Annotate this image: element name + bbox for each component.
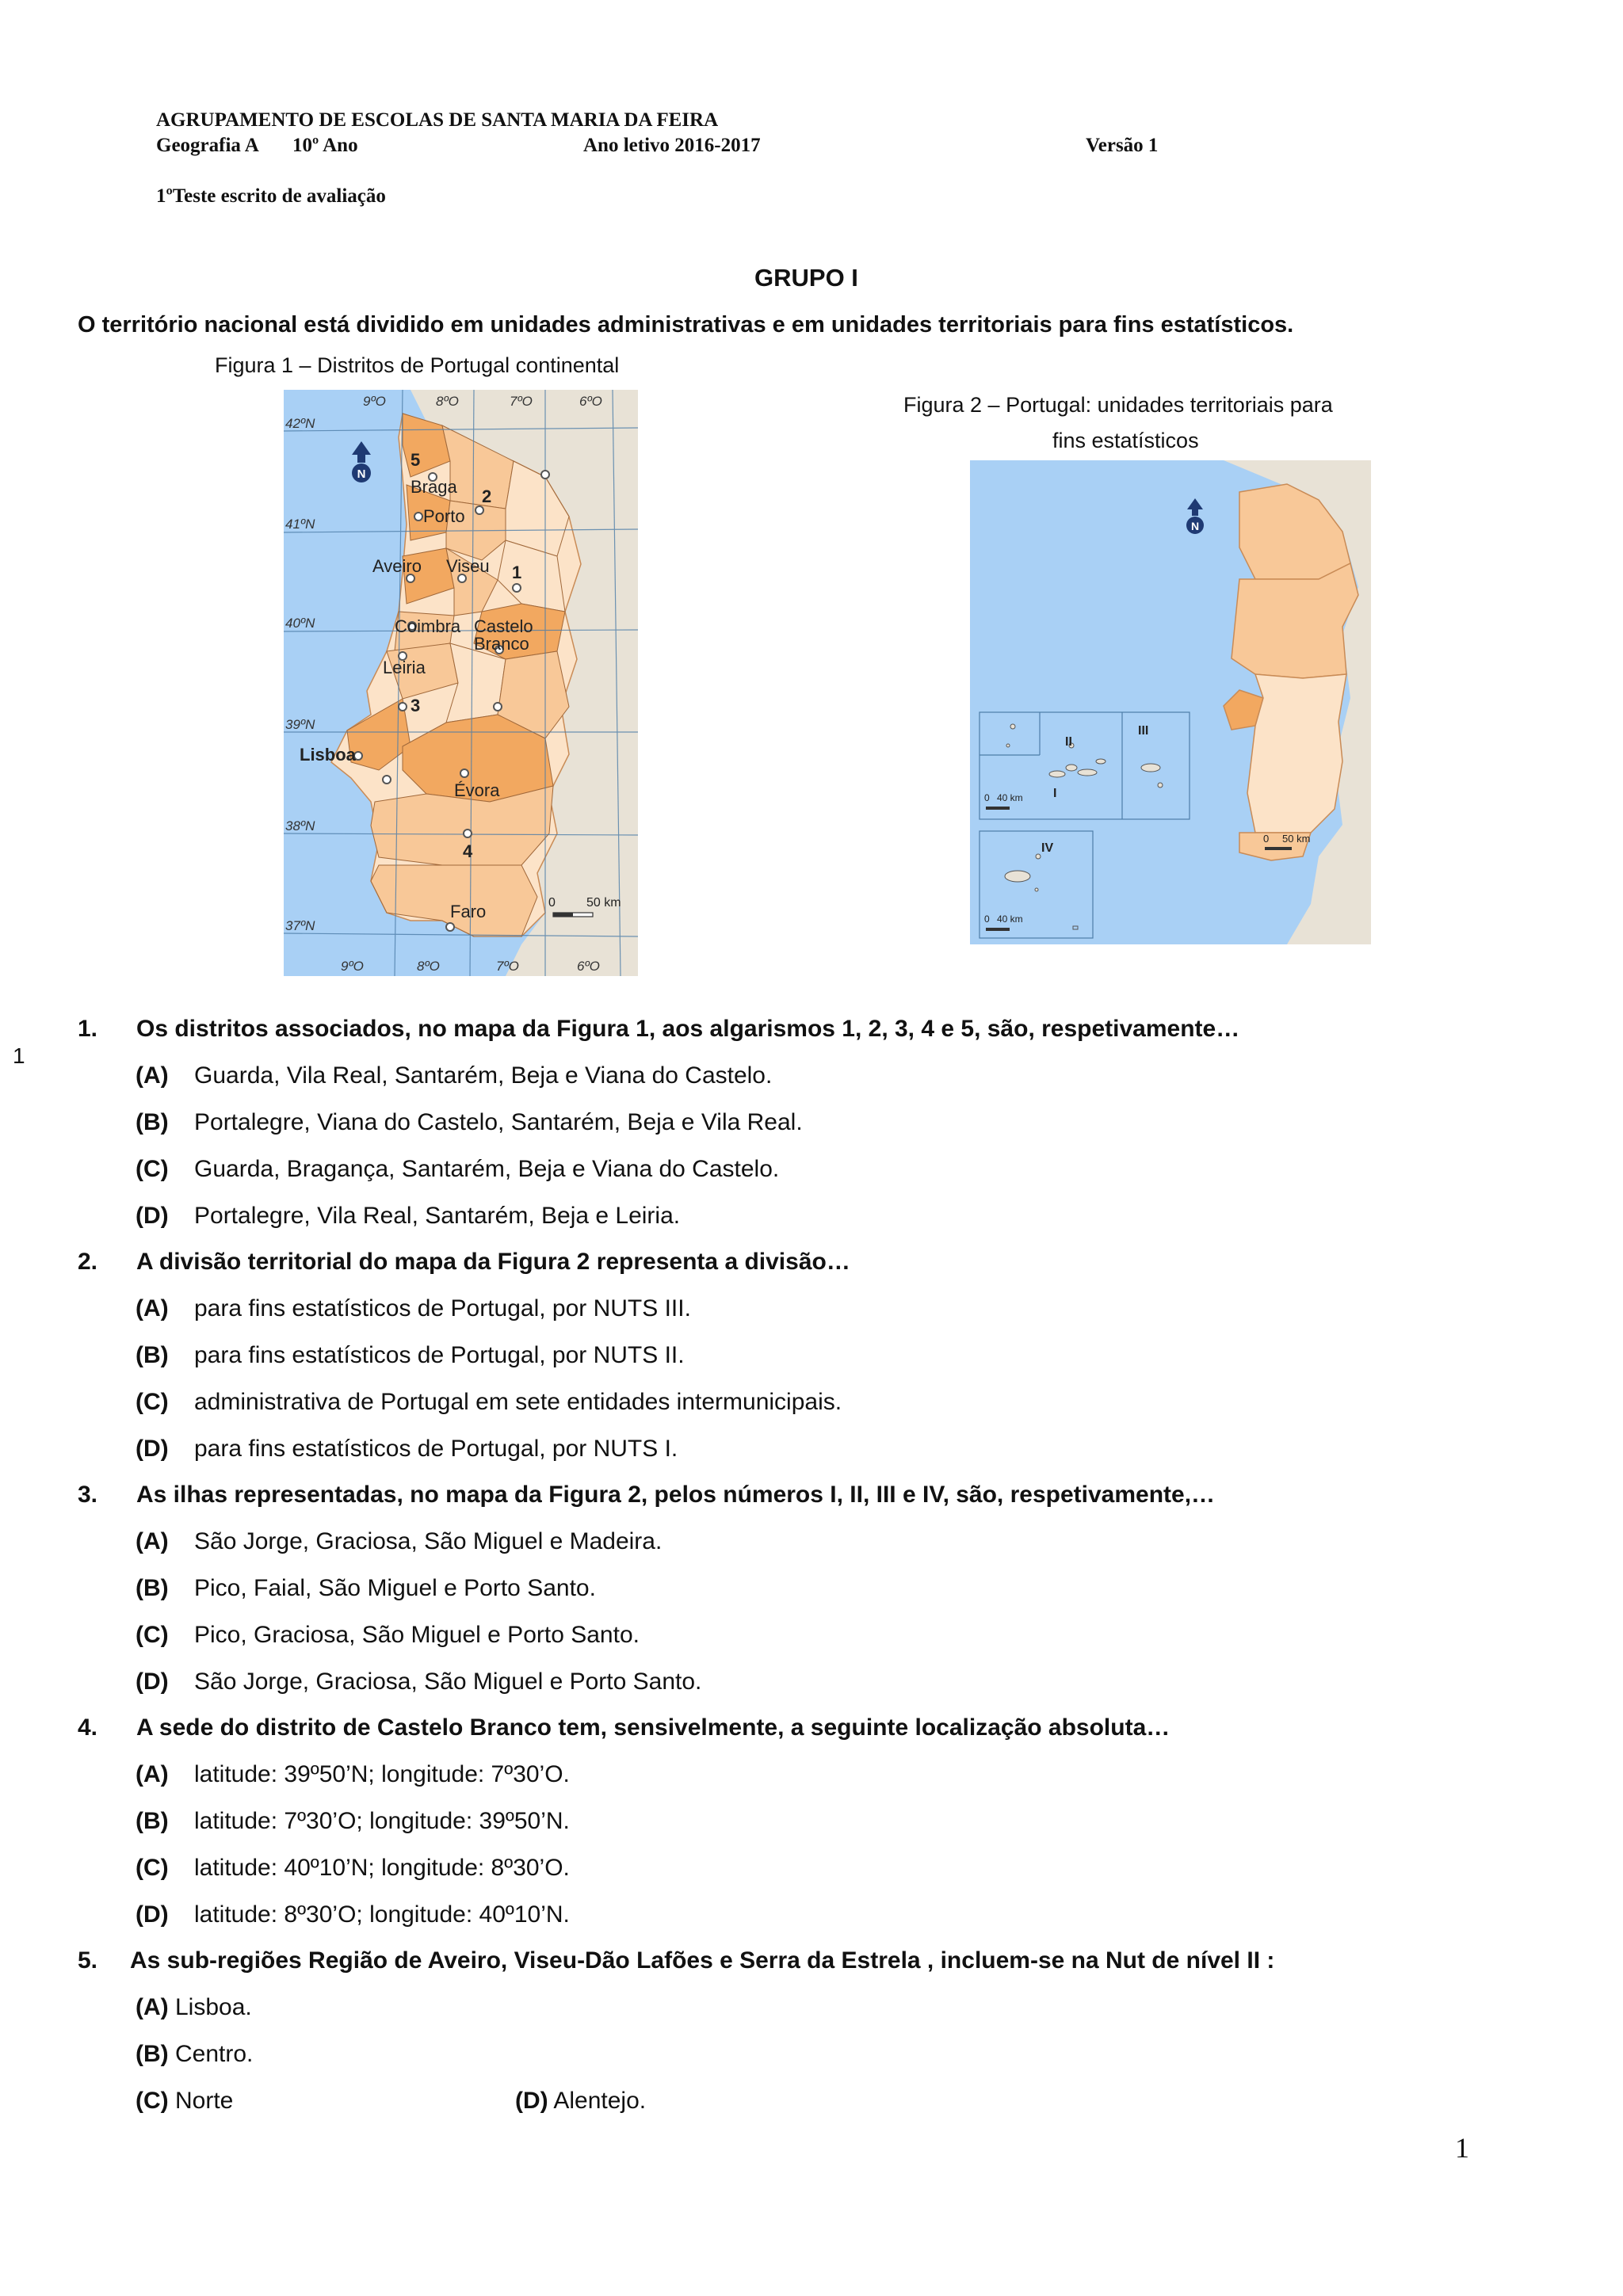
svg-text:40 km: 40 km bbox=[997, 913, 1023, 925]
lat-label: 40ºN bbox=[285, 616, 315, 631]
side-mark: 1 bbox=[13, 1043, 25, 1068]
option-letter: (A) bbox=[136, 1062, 169, 1089]
city-label: Coimbra bbox=[395, 616, 461, 636]
option-text: Portalegre, Viana do Castelo, Santarém, Beja e Vila Real. bbox=[194, 1109, 803, 1135]
svg-text:0: 0 bbox=[984, 913, 990, 925]
city-label: Braga bbox=[411, 477, 457, 497]
option-letter: (D) bbox=[136, 1669, 169, 1695]
option-letter: (D) bbox=[136, 1436, 169, 1462]
option-letter: (C) bbox=[136, 1389, 169, 1415]
option-text: Centro. bbox=[175, 2041, 254, 2067]
option-text: para fins estatísticos de Portugal, por NUTS I. bbox=[194, 1436, 678, 1462]
svg-text:0: 0 bbox=[1263, 833, 1270, 845]
city-label: Leiria bbox=[383, 658, 426, 677]
option-text: latitude: 40º10’N; longitude: 8º30’O. bbox=[194, 1855, 570, 1881]
question-text: A sede do distrito de Castelo Branco tem, sensivelmente, a seguinte localização absoluta… bbox=[136, 1714, 1170, 1741]
option-letter: (D) bbox=[136, 1203, 169, 1229]
page-number: 1 bbox=[1455, 2132, 1469, 2164]
question-text: A divisão territorial do mapa da Figura 2 representa a divisão… bbox=[136, 1249, 850, 1275]
figure1-caption: Figura 1 – Distritos de Portugal continental bbox=[215, 353, 620, 377]
district-number: 1 bbox=[512, 563, 522, 582]
option-letter: (B) bbox=[136, 1575, 169, 1601]
question-text: As ilhas representadas, no mapa da Figura 2, pelos números I, II, III e IV, são, respetivamente,… bbox=[136, 1482, 1216, 1508]
subject: Geografia A bbox=[156, 135, 259, 156]
madeira-inset bbox=[980, 831, 1093, 938]
option-letter: (D) bbox=[136, 1901, 169, 1928]
option-b[interactable] bbox=[136, 2041, 253, 2068]
option-text: Alentejo. bbox=[553, 2088, 647, 2114]
district-number: 2 bbox=[482, 486, 492, 506]
option-text: Pico, Graciosa, São Miguel e Porto Santo. bbox=[194, 1622, 640, 1648]
city-label: Branco bbox=[474, 634, 529, 654]
lon-label: 6ºO bbox=[579, 394, 602, 409]
option-letter: (C) bbox=[136, 2088, 169, 2114]
option-letter: (C) bbox=[136, 1156, 169, 1182]
svg-text:N: N bbox=[357, 467, 366, 481]
district-number: 4 bbox=[463, 841, 473, 861]
lon-label: 9ºO bbox=[363, 394, 386, 409]
option-text: Guarda, Bragança, Santarém, Beja e Viana do Castelo. bbox=[194, 1156, 780, 1182]
option-letter: (C) bbox=[136, 1622, 169, 1648]
azores-inset bbox=[980, 712, 1190, 819]
grade: 10º Ano bbox=[292, 135, 358, 156]
option-letter: (A) bbox=[136, 1761, 169, 1787]
option-letter: (B) bbox=[136, 2041, 169, 2067]
lon-label: 6ºO bbox=[577, 959, 600, 974]
option-letter: (D) bbox=[515, 2088, 548, 2114]
city-label: Aveiro bbox=[372, 556, 422, 576]
option-d[interactable] bbox=[515, 2088, 646, 2115]
version: Versão 1 bbox=[1086, 135, 1159, 156]
svg-text:50 km: 50 km bbox=[1282, 833, 1311, 845]
option-text: Pico, Faial, São Miguel e Porto Santo. bbox=[194, 1575, 596, 1601]
lon-label: 7ºO bbox=[496, 959, 519, 974]
figure1-map bbox=[284, 390, 638, 976]
option-text: Guarda, Vila Real, Santarém, Beja e Viana do Castelo. bbox=[194, 1062, 773, 1089]
question-text: Os distritos associados, no mapa da Figura 1, aos algarismos 1, 2, 3, 4 e 5, são, respetivamente… bbox=[136, 1016, 1240, 1042]
option-letter: (C) bbox=[136, 1855, 169, 1881]
city-label: Porto bbox=[423, 506, 465, 526]
option-text: latitude: 39º50’N; longitude: 7º30’O. bbox=[194, 1761, 570, 1787]
svg-text:40 km: 40 km bbox=[997, 792, 1023, 803]
option-text: latitude: 7º30’O; longitude: 39º50’N. bbox=[194, 1808, 570, 1834]
lat-label: 37ºN bbox=[285, 918, 315, 933]
island-label: II bbox=[1065, 735, 1072, 749]
question-number: 4. bbox=[78, 1714, 98, 1741]
group-title: GRUPO I bbox=[754, 264, 858, 292]
lat-label: 42ºN bbox=[285, 416, 315, 431]
lon-label: 9ºO bbox=[341, 959, 364, 974]
option-text: para fins estatísticos de Portugal, por NUTS II. bbox=[194, 1342, 685, 1368]
lon-label: 8ºO bbox=[436, 394, 459, 409]
district-number: 5 bbox=[411, 450, 421, 470]
figure2-caption-line1: Figura 2 – Portugal: unidades territoriais para bbox=[903, 393, 1333, 417]
intro-text: O território nacional está dividido em unidades administrativas e em unidades territoriais para fins estatísticos. bbox=[78, 312, 1294, 338]
city-label: Évora bbox=[454, 780, 500, 800]
figure2-caption-line2: fins estatísticos bbox=[1052, 429, 1199, 452]
lat-label: 39ºN bbox=[285, 717, 315, 732]
city-label: Castelo bbox=[474, 616, 533, 636]
option-text: São Jorge, Graciosa, São Miguel e Madeira. bbox=[194, 1528, 663, 1554]
question-text: As sub-regiões Região de Aveiro, Viseu-Dão Lafões e Serra da Estrela , incluem-se na Nut de nível II : bbox=[130, 1947, 1275, 1974]
city-label: Lisboa bbox=[300, 745, 356, 765]
school-year: Ano letivo 2016-2017 bbox=[583, 135, 761, 156]
option-text: para fins estatísticos de Portugal, por NUTS III. bbox=[194, 1295, 691, 1322]
city-label: Viseu bbox=[446, 556, 490, 576]
svg-text:50 km: 50 km bbox=[586, 896, 621, 910]
lat-label: 38ºN bbox=[285, 818, 315, 833]
districts-map-svg bbox=[284, 390, 638, 976]
option-a[interactable] bbox=[136, 1994, 252, 2021]
school-name: AGRUPAMENTO DE ESCOLAS DE SANTA MARIA DA FEIRA bbox=[156, 109, 719, 131]
lon-label: 8ºO bbox=[417, 959, 440, 974]
question-number: 5. bbox=[78, 1947, 98, 1974]
option-c[interactable] bbox=[136, 2088, 233, 2115]
island-label: III bbox=[1138, 724, 1149, 738]
district-number: 3 bbox=[411, 696, 421, 715]
lat-label: 41ºN bbox=[285, 517, 315, 532]
nuts-map-svg bbox=[970, 460, 1371, 944]
option-letter: (B) bbox=[136, 1808, 169, 1834]
option-letter: (B) bbox=[136, 1109, 169, 1135]
option-text: administrativa de Portugal em sete entidades intermunicipais. bbox=[194, 1389, 842, 1415]
svg-text:N: N bbox=[1190, 520, 1200, 532]
svg-text:0: 0 bbox=[984, 792, 990, 803]
island-label: I bbox=[1053, 787, 1057, 800]
test-title: 1ºTeste escrito de avaliação bbox=[156, 185, 386, 207]
option-letter: (A) bbox=[136, 1295, 169, 1322]
question-number: 3. bbox=[78, 1482, 98, 1508]
question-number: 2. bbox=[78, 1249, 98, 1275]
city-label: Faro bbox=[450, 902, 487, 921]
option-letter: (A) bbox=[136, 1528, 169, 1554]
svg-text:0: 0 bbox=[548, 896, 556, 910]
option-letter: (A) bbox=[136, 1994, 169, 2020]
lon-label: 7ºO bbox=[510, 394, 533, 409]
option-text: Portalegre, Vila Real, Santarém, Beja e Leiria. bbox=[194, 1203, 681, 1229]
option-text: Norte bbox=[175, 2088, 234, 2114]
option-text: latitude: 8º30’O; longitude: 40º10’N. bbox=[194, 1901, 570, 1928]
figure2-map bbox=[970, 460, 1371, 944]
option-letter: (B) bbox=[136, 1342, 169, 1368]
option-text: Lisboa. bbox=[175, 1994, 252, 2020]
option-text: São Jorge, Graciosa, São Miguel e Porto Santo. bbox=[194, 1669, 702, 1695]
question-number: 1. bbox=[78, 1016, 98, 1042]
island-label: IV bbox=[1041, 841, 1054, 855]
